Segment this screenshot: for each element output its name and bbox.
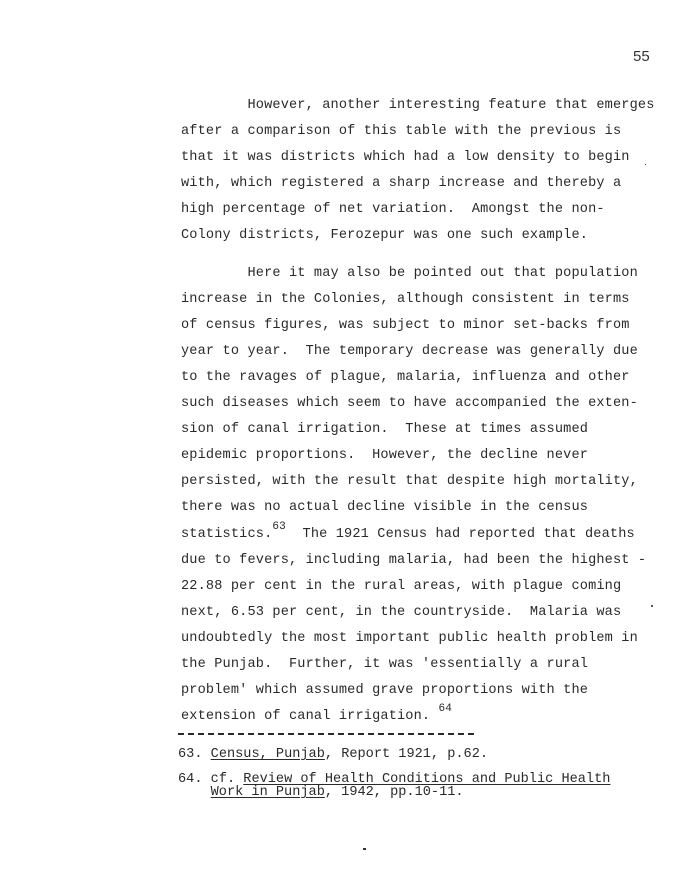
body-line: persisted, with the result that despite high mortality, — [181, 474, 638, 489]
footnote-title: Review of Health Conditions and Public Health — [243, 772, 611, 787]
line-text: The 1921 Census had reported that deaths — [285, 527, 635, 542]
body-line: next, 6.53 per cent, in the countryside. Malaria was — [181, 605, 622, 620]
footnote-64-continued — [178, 786, 464, 800]
footnote-ref-64: 64 — [438, 703, 453, 715]
footnote-number: 64. — [178, 772, 203, 787]
body-line: problem' which assumed grave proportions with the — [181, 683, 589, 698]
body-line: increase in the Colonies, although consistent in terms — [181, 292, 630, 307]
page-number: 55 — [633, 48, 650, 65]
body-line: 22.88 per cent in the rural areas, with plague coming — [181, 579, 622, 594]
body-line: such diseases which seem to have accompanied the exten- — [181, 396, 638, 411]
footnote-divider — [178, 733, 474, 735]
body-line: due to fevers, including malaria, had been the highest - — [181, 553, 647, 568]
footnote-prefix: cf. — [210, 772, 244, 787]
body-line-with-footnote-64 — [181, 703, 453, 725]
footnote-citation: , 1942, pp.10-11. — [324, 785, 464, 800]
footnote-63 — [178, 748, 488, 762]
body-line-with-footnote-63 — [181, 521, 635, 543]
footnote-number: 63. — [178, 747, 203, 762]
body-line: of census figures, was subject to minor set-backs from — [181, 318, 630, 333]
body-line: year to year. The temporary decrease was generally due — [181, 344, 638, 359]
body-line: the Punjab. Further, it was 'essentially a rural — [181, 657, 589, 672]
body-line: sion of canal irrigation. These at times assumed — [181, 422, 589, 437]
scan-mark — [651, 605, 653, 607]
footnote-title: Census, Punjab — [210, 747, 325, 762]
line-text: extension of canal irrigation. — [181, 709, 439, 724]
body-line: However, another interesting feature that emerges — [181, 98, 655, 113]
scan-mark — [363, 848, 366, 850]
body-line: Colony districts, Ferozepur was one such example. — [181, 228, 589, 243]
body-line: undoubtedly the most important public health problem in — [181, 631, 638, 646]
body-line: that it was districts which had a low density to begin — [181, 150, 630, 165]
body-line: with, which registered a sharp increase and thereby a — [181, 176, 622, 191]
body-line: there was no actual decline visible in the census — [181, 500, 589, 515]
footnote-citation: , Report 1921, p.62. — [324, 747, 489, 762]
line-text: statistics. — [181, 527, 273, 542]
body-line: to the ravages of plague, malaria, influenza and other — [181, 370, 630, 385]
body-line: high percentage of net variation. Amongst the non- — [181, 202, 605, 217]
footnote-ref-63: 63 — [272, 521, 286, 533]
footnote-title: Work in Punjab — [210, 785, 325, 800]
body-line: after a comparison of this table with the previous is — [181, 124, 622, 139]
body-line: Here it may also be pointed out that population — [181, 266, 638, 281]
scan-mark — [645, 164, 646, 165]
body-line: epidemic proportions. However, the decline never — [181, 448, 589, 463]
